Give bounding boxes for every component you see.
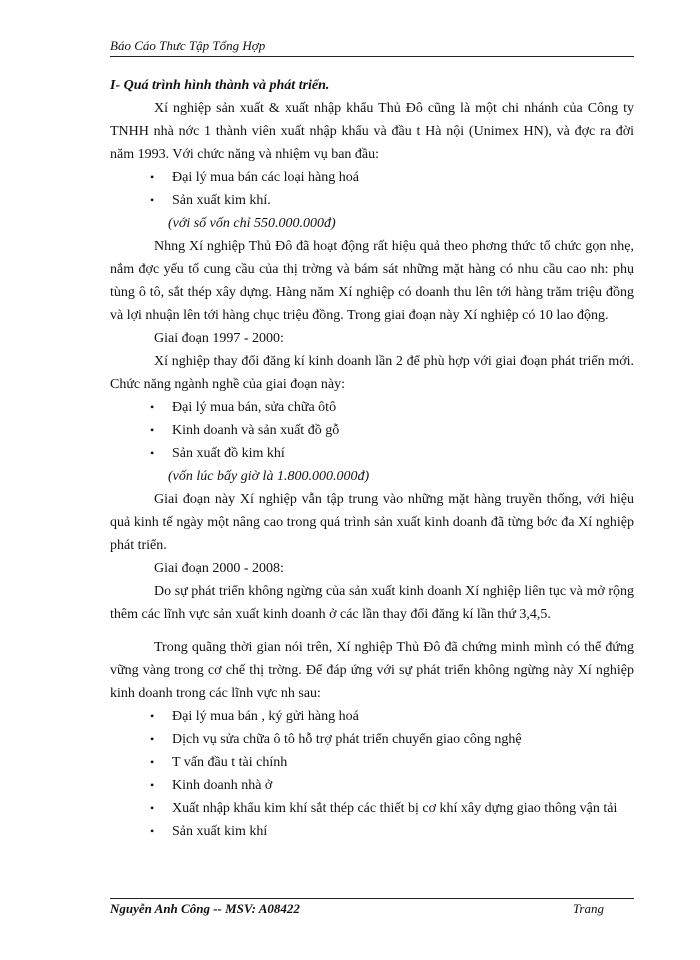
capital-note: (với số vốn chỉ 550.000.000đ)	[168, 216, 336, 231]
bullet-icon: •	[150, 170, 155, 184]
list-item: • Sản xuất đồ kim khí	[110, 442, 634, 465]
paragraph: Xí nghiệp thay đổi đăng kí kinh doanh lần 2 để phù hợp với giai đoạn phát triển mới. Chức năng ngành nghề của giai đoạn này:	[110, 354, 634, 392]
bullet-icon: •	[150, 423, 155, 437]
bullet-icon: •	[150, 755, 155, 769]
header-title: Báo Cáo Thưc Tập Tổng Hợp	[110, 38, 266, 53]
bullet-icon: •	[150, 778, 155, 792]
paragraph: Xí nghiệp sản xuất & xuất nhập khẩu Thủ Đô cũng là một chi nhánh của Công ty TNHH nhà nớc 1 thành viên xuất nhập khẩu và đầu t Hà nội (Unimex HN), và đợc ra đời năm 1993. Với chức năng và nhiệm vụ ban đầu:	[110, 101, 634, 162]
footer-page-label: Trang	[572, 901, 604, 916]
bullet-icon: •	[150, 446, 155, 460]
paragraph: Giai đoạn này Xí nghiệp vẫn tập trung vào những mặt hàng truyền thống, với hiệu quả kinh tế ngày một nâng cao trong quá trình sản xuất kinh doanh đã từng bớc đa Xí nghiệp phát triển.	[110, 492, 634, 553]
bullet-list-business-lines	[110, 705, 634, 843]
section-title: I- Quá trình hình thành và phát triển.	[110, 78, 330, 93]
list-item: • Đại lý mua bán, sửa chữa ôtô	[110, 396, 634, 419]
list-item: • T vấn đầu t tài chính	[110, 751, 634, 774]
list-item: • Kinh doanh và sản xuất đồ gỗ	[110, 419, 634, 442]
bullet-icon: •	[150, 824, 155, 838]
document-body	[110, 74, 634, 843]
list-item: • Đại lý mua bán các loại hàng hoá	[110, 166, 634, 189]
page-header	[110, 38, 634, 57]
bullet-icon: •	[150, 732, 155, 746]
stage-heading: Giai đoạn 1997 - 2000:	[154, 331, 284, 346]
page-footer	[110, 898, 634, 917]
capital-note: (vốn lúc bấy giờ là 1.800.000.000đ)	[168, 469, 370, 484]
list-item: • Sản xuất kim khí.	[110, 189, 634, 212]
list-item: • Đại lý mua bán , ký gửi hàng hoá	[110, 705, 634, 728]
bullet-icon: •	[150, 801, 155, 815]
stage-heading: Giai đoạn 2000 - 2008:	[154, 561, 284, 576]
bullet-list-initial-functions	[110, 166, 634, 212]
list-item: • Dịch vụ sửa chữa ô tô hỗ trợ phát triển chuyển giao công nghệ	[110, 728, 634, 751]
bullet-icon: •	[150, 193, 155, 207]
list-item: • Sản xuất kim khí	[110, 820, 634, 843]
paragraph: Do sự phát triển không ngừng của sản xuất kinh doanh Xí nghiệp liên tục và mở rộng thêm các lĩnh vực sản xuất kinh doanh ở các lần thay đổi đăng kí lần thứ 3,4,5.	[110, 584, 634, 622]
paragraph: Trong quãng thời gian nói trên, Xí nghiệp Thủ Đô đã chứng minh mình có thể đứng vững vàng trong cơ chế thị trờng. Để đáp ứng với sự phát triển không ngừng này Xí nghiệp kinh doanh trong các lĩnh vực nh sau:	[110, 640, 634, 701]
paragraph: Nhng Xí nghiệp Thủ Đô đã hoạt động rất hiệu quả theo phơng thức tổ chức gọn nhẹ, nắm đợc yếu tố cung cầu của thị trờng và bám sát những mặt hàng có nhu cầu cao nh: phụ tùng ô tô, sắt thép xây dựng. Hàng năm Xí nghiệp có doanh thu lên tới hàng trăm triệu đồng và lợi nhuận lên tới hàng chục triệu đồng. Trong giai đoạn này Xí nghiệp có 10 lao động.	[110, 239, 634, 323]
list-item: • Kinh doanh nhà ở	[110, 774, 634, 797]
bullet-icon: •	[150, 709, 155, 723]
bullet-icon: •	[150, 400, 155, 414]
bullet-list-stage-1997	[110, 396, 634, 465]
footer-author: Nguyễn Anh Công -- MSV: A08422	[110, 901, 300, 916]
list-item: • Xuất nhập khẩu kim khí sắt thép các thiết bị cơ khí xây dựng giao thông vận tải	[110, 797, 634, 820]
